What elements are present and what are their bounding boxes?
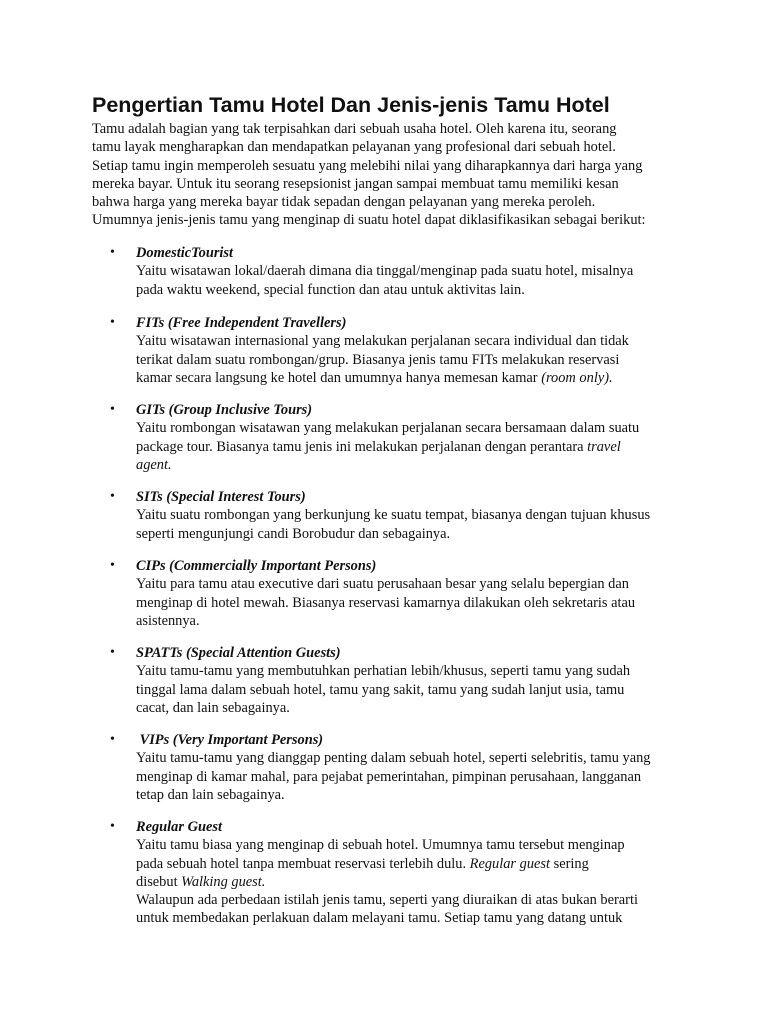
list-item-title: SPATTs (Special Attention Guests) xyxy=(136,645,341,661)
list-item-line: agent. xyxy=(136,456,172,473)
italic-text: travel xyxy=(587,438,621,455)
italic-text: Walking guest. xyxy=(181,873,266,890)
list-item-line xyxy=(136,438,696,456)
list-item-line: Yaitu tamu biasa yang menginap di sebuah hotel. Umumnya tamu tersebut menginap xyxy=(136,837,625,854)
list-item-line xyxy=(136,873,696,891)
list-item-line: Yaitu tamu-tamu yang membutuhkan perhatian lebih/khusus, seperti tamu yang sudah xyxy=(136,663,631,680)
line-text: sering xyxy=(550,855,589,872)
bullet-icon: • xyxy=(110,489,115,504)
italic-text: Regular guest xyxy=(469,855,551,872)
intro-line: bahwa harga yang mereka bayar tidak sepadan dengan pelayanan yang mereka peroleh. xyxy=(92,194,596,211)
list-item-line: tinggal lama dalam sebuah hotel, tamu yang sakit, tamu yang sudah lanjut usia, tamu xyxy=(136,681,625,698)
list-item-line xyxy=(136,855,696,873)
intro-line: Umumnya jenis-jenis tamu yang menginap di suatu hotel dapat diklasifikasikan sebagai berikut: xyxy=(92,212,646,229)
bullet-icon: • xyxy=(110,732,115,747)
line-text: pada sebuah hotel tanpa membuat reservasi terlebih dulu. xyxy=(136,855,470,872)
list-item-line: asistennya. xyxy=(136,612,200,629)
list-item-line: untuk membedakan perlakuan dalam melayani tamu. Setiap tamu yang datang untuk xyxy=(136,910,623,927)
list-item-line: cacat, dan lain sebagainya. xyxy=(136,699,290,716)
list-item-line: Yaitu para tamu atau executive dari suatu perusahaan besar yang selalu bepergian dan xyxy=(136,576,629,593)
bullet-icon: • xyxy=(110,245,115,260)
list-item-body xyxy=(136,731,696,804)
list-item-body xyxy=(136,488,696,543)
list-item-line: tetap dan lain sebagainya. xyxy=(136,786,285,803)
bullet-icon: • xyxy=(110,558,115,573)
list-item-body xyxy=(136,244,696,299)
list-item-line: Yaitu rombongan wisatawan yang melakukan perjalanan secara bersamaan dalam suatu xyxy=(136,420,640,437)
list-item-title: Regular Guest xyxy=(136,819,222,835)
line-text: kamar secara langsung ke hotel dan umumnya hanya memesan kamar xyxy=(136,369,542,386)
list-item-line: Yaitu suatu rombongan yang berkunjung ke suatu tempat, biasanya dengan tujuan khusus xyxy=(136,507,651,524)
bullet-icon: • xyxy=(110,402,115,417)
line-text: package tour. Biasanya tamu jenis ini melakukan perjalanan dengan perantara xyxy=(136,438,588,455)
list-item-line: Yaitu tamu-tamu yang dianggap penting dalam sebuah hotel, seperti selebritis, tamu yang xyxy=(136,750,651,767)
list-item-title: DomesticTourist xyxy=(136,245,234,261)
list-item-line: Walaupun ada perbedaan istilah jenis tamu, seperti yang diuraikan di atas bukan berarti xyxy=(136,892,638,909)
list-item-line: terikat dalam suatu rombongan/grup. Biasanya jenis tamu FITs melakukan reservasi xyxy=(136,351,620,368)
line-text: disebut xyxy=(136,873,182,890)
intro-line: mereka bayar. Untuk itu seorang resepsionist jangan sampai membuat tamu memiliki kesan xyxy=(92,175,619,192)
bullet-icon: • xyxy=(110,315,115,330)
list-item-body xyxy=(136,401,696,474)
list-item-title: FITs (Free Independent Travellers) xyxy=(136,315,347,331)
list-item-body xyxy=(136,818,696,928)
list-item-line: Yaitu wisatawan internasional yang melakukan perjalanan secara individual dan tidak xyxy=(136,333,629,350)
list-item-line: pada waktu weekend, special function dan atau untuk aktivitas lain. xyxy=(136,281,525,298)
list-item-title: SITs (Special Interest Tours) xyxy=(136,489,306,505)
list-item-title: CIPs (Commercially Important Persons) xyxy=(136,558,377,574)
list-item-line: menginap di kamar mahal, para pejabat pemerintahan, pimpinan perusahaan, langganan xyxy=(136,768,642,785)
list-item-body xyxy=(136,314,696,387)
intro-line: Tamu adalah bagian yang tak terpisahkan dari sebuah usaha hotel. Oleh karena itu, seorang xyxy=(92,121,617,137)
list-item-title: GITs (Group Inclusive Tours) xyxy=(136,402,313,418)
list-item-line xyxy=(136,369,696,387)
page-title: Pengertian Tamu Hotel Dan Jenis-jenis Tamu Hotel xyxy=(92,93,610,117)
bullet-icon: • xyxy=(110,645,115,660)
list-item-title: VIPs (Very Important Persons) xyxy=(136,732,324,748)
intro-line: tamu layak mengharapkan dan mendapatkan pelayanan yang profesional dari sebuah hotel. xyxy=(92,139,616,156)
list-item-body xyxy=(136,644,696,717)
bullet-icon: • xyxy=(110,819,115,834)
intro-line: Setiap tamu ingin memperoleh sesuatu yang melebihi nilai yang diharapkannya dari harga yang xyxy=(92,157,643,174)
italic-text: (room only). xyxy=(541,369,613,386)
list-item-body xyxy=(136,557,696,630)
list-item-line: Yaitu wisatawan lokal/daerah dimana dia tinggal/menginap pada suatu hotel, misalnya xyxy=(136,263,634,280)
list-item-line: menginap di hotel mewah. Biasanya reservasi kamarnya dilakukan oleh sekretaris atau xyxy=(136,594,636,611)
list-item-line: seperti mengunjungi candi Borobudur dan sebagainya. xyxy=(136,525,451,542)
